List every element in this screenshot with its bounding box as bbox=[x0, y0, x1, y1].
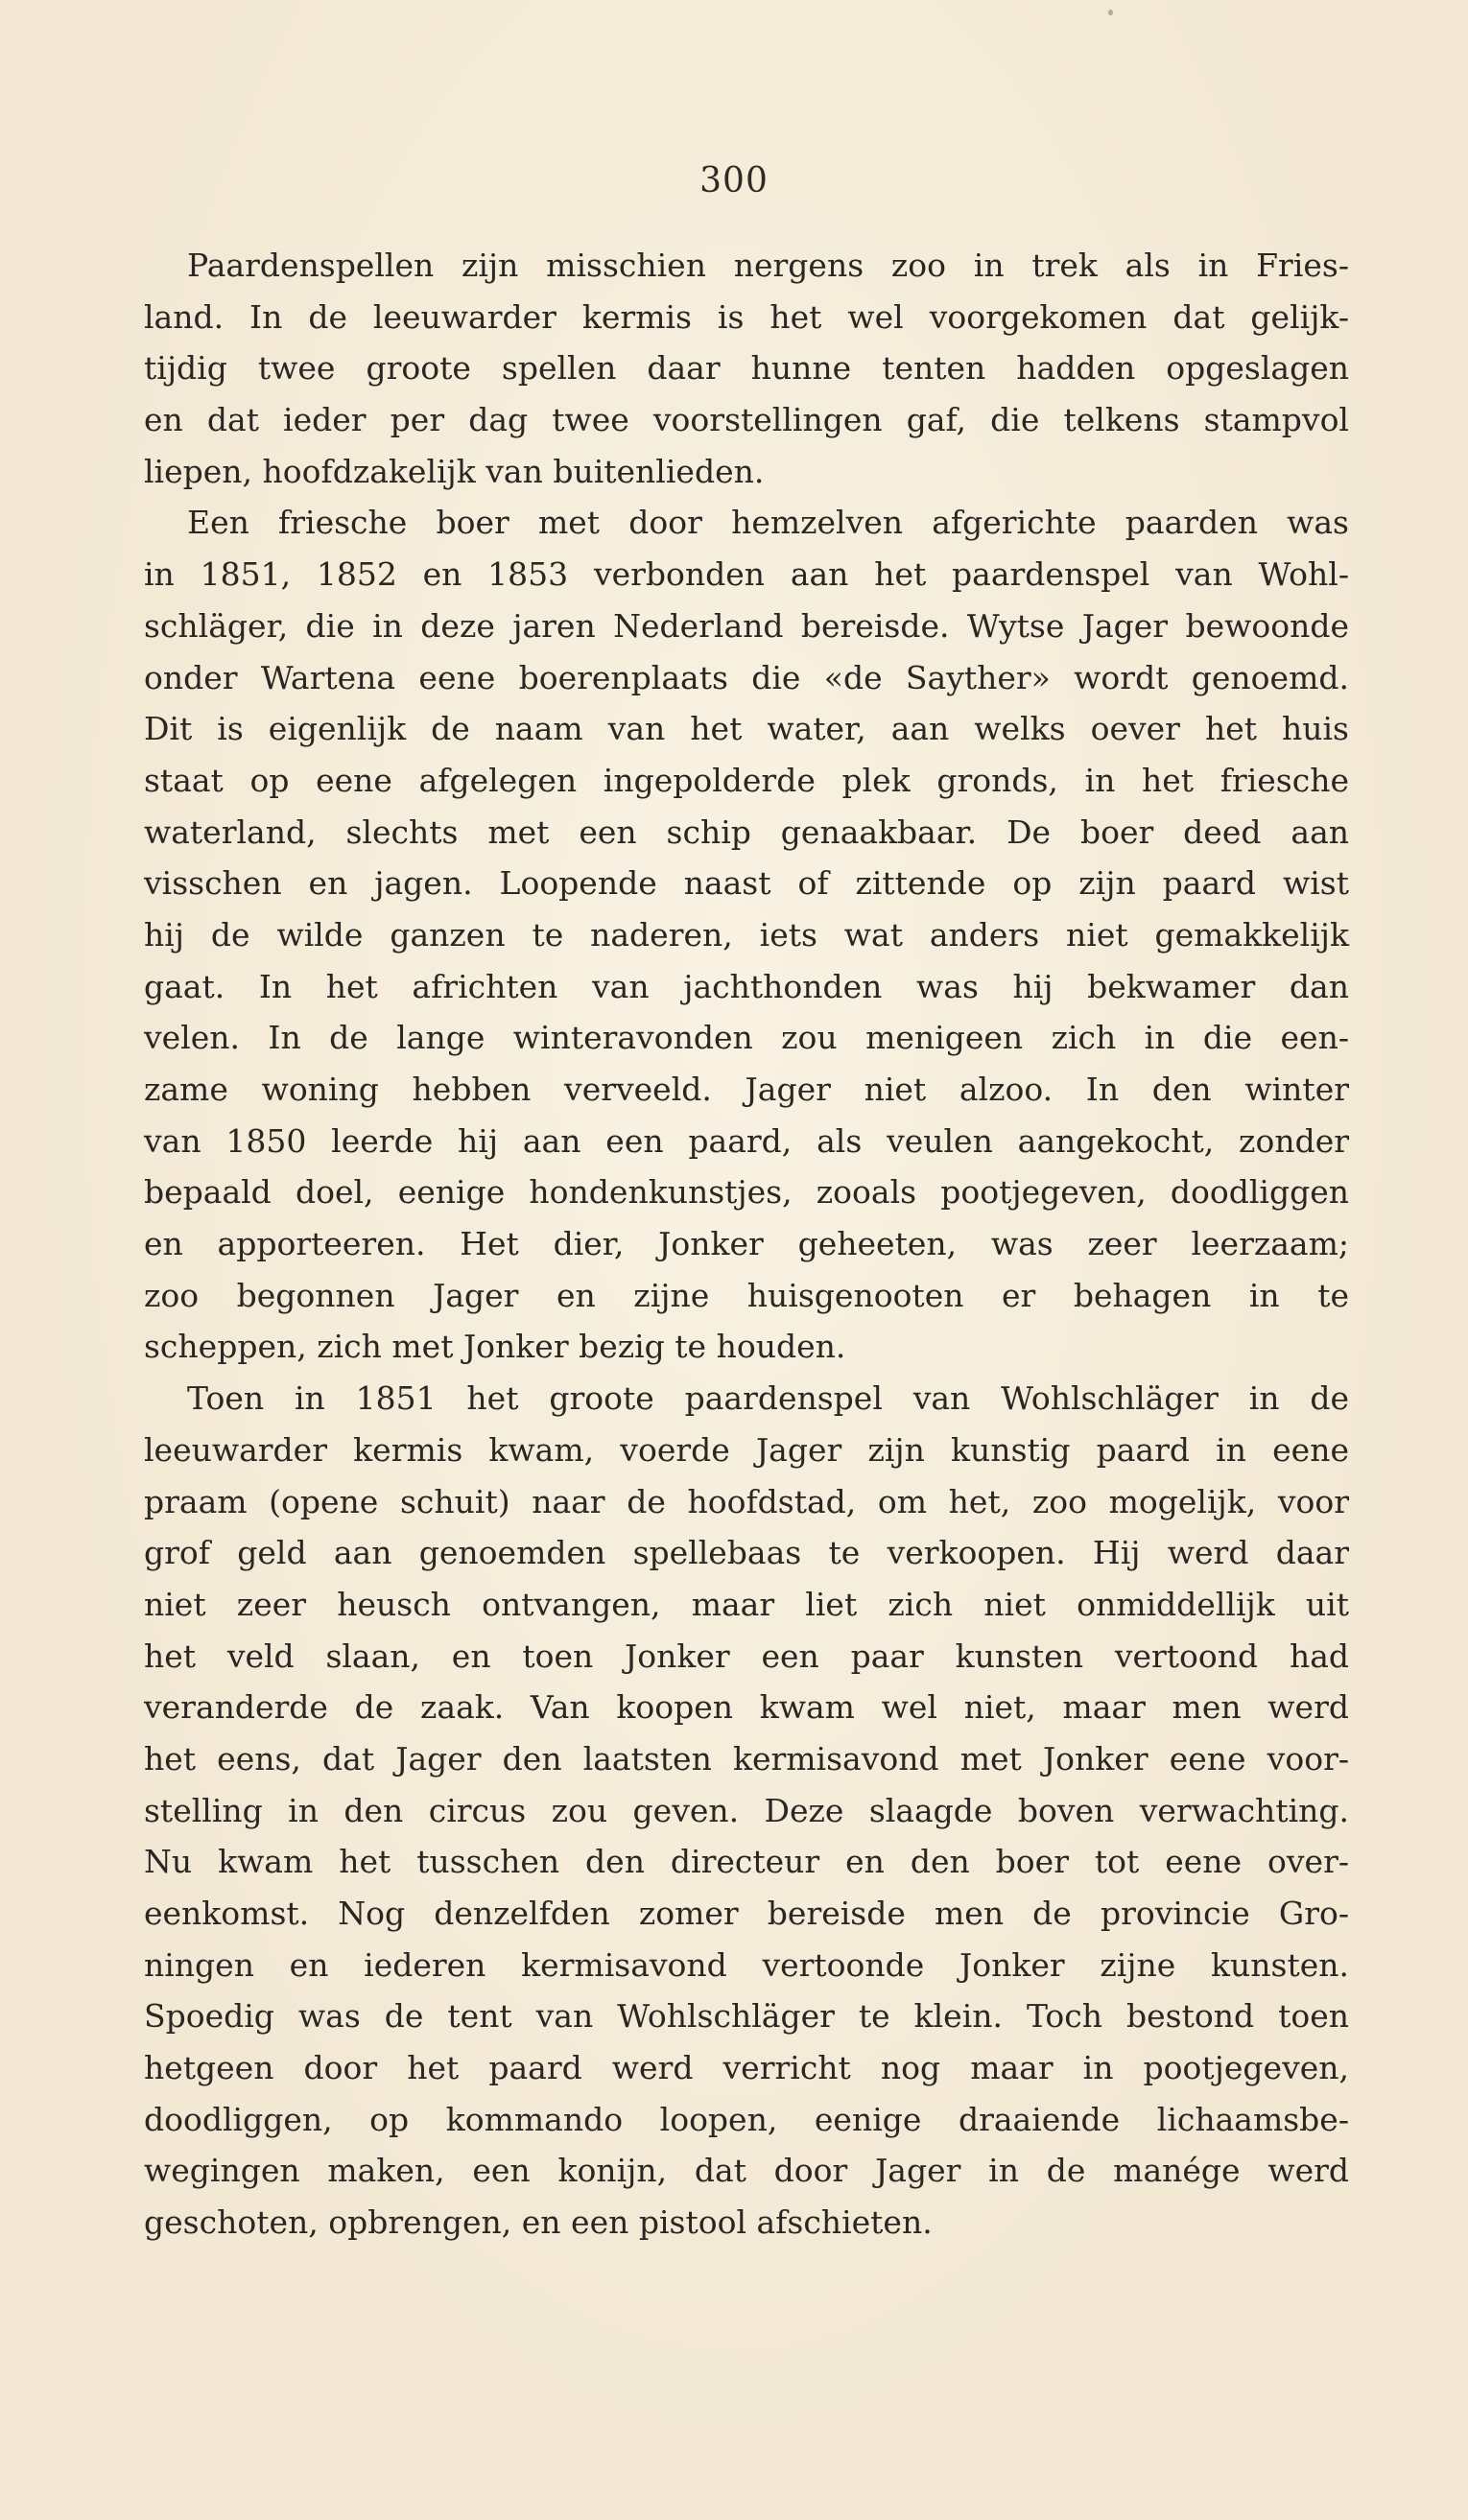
text-line: liepen, hoofdzakelijk van buitenlieden. bbox=[144, 452, 765, 490]
text-line: bepaald doel, eenige hondenkunstjes, zooals pootjegeven, doodliggen bbox=[144, 1173, 1349, 1212]
text-line: doodliggen, op kommando loopen, eenige draaiende lichaamsbe- bbox=[144, 2100, 1349, 2138]
text-line: Nu kwam het tusschen den directeur en den boer tot eene over- bbox=[144, 1843, 1349, 1881]
text-line: Spoedig was de tent van Wohlschläger te klein. Toch bestond toen bbox=[144, 1997, 1349, 2036]
text-line: Een friesche boer met door hemzelven afgerichte paarden was bbox=[187, 504, 1349, 542]
text-line: tijdig twee groote spellen daar hunne tenten hadden opgeslagen bbox=[144, 349, 1349, 388]
text-line: gaat. In het africhten van jachthonden was hij bekwamer dan bbox=[144, 967, 1349, 1005]
text-line: van 1850 leerde hij aan een paard, als veulen aangekocht, zonder bbox=[144, 1121, 1349, 1160]
text-line: waterland, slechts met een schip genaakbaar. De boer deed aan bbox=[144, 813, 1349, 851]
text-line: het eens, dat Jager den laatsten kermisavond met Jonker eene voor- bbox=[144, 1739, 1349, 1778]
text-line: praam (opene schuit) naar de hoofdstad, om het, zoo mogelijk, voor bbox=[144, 1482, 1349, 1520]
text-line: Paardenspellen zijn misschien nergens zoo in trek als in Fries- bbox=[187, 247, 1349, 284]
text-line: eenkomst. Nog denzelfden zomer bereisde men de provincie Gro- bbox=[144, 1895, 1349, 1932]
text-line: veranderde de zaak. Van koopen kwam wel niet, maar men werd bbox=[144, 1688, 1349, 1727]
text-line: land. In de leeuwarder kermis is het wel voorgekomen dat gelijk- bbox=[144, 297, 1349, 336]
text-line: hetgeen door het paard werd verricht nog maar in pootjegeven, bbox=[144, 2049, 1349, 2087]
text-line: Toen in 1851 het groote paardenspel van Wohlschläger in de bbox=[187, 1379, 1349, 1418]
text-line: velen. In de lange winteravonden zou menigeen zich in die een- bbox=[144, 1019, 1349, 1057]
text-line: zame woning hebben verveeld. Jager niet alzoo. In den winter bbox=[144, 1071, 1349, 1108]
text-line: niet zeer heusch ontvangen, maar liet zich niet onmiddellijk uit bbox=[144, 1585, 1349, 1623]
text-line: in 1851, 1852 en 1853 verbonden aan het paardenspel van Wohl- bbox=[144, 555, 1349, 594]
text-line: staat op eene afgelegen ingepolderde plek gronds, in het friesche bbox=[144, 761, 1349, 799]
text-line: zoo begonnen Jager en zijne huisgenooten er behagen in te bbox=[144, 1276, 1349, 1314]
paper-speck bbox=[1108, 10, 1113, 15]
text-line: het veld slaan, en toen Jonker een paar kunsten vertoond had bbox=[144, 1637, 1349, 1675]
page-number: 300 bbox=[699, 161, 769, 200]
body-text bbox=[144, 240, 1349, 2249]
text-line: scheppen, zich met Jonker bezig te houden. bbox=[144, 1328, 846, 1366]
text-line: grof geld aan genoemden spellebaas te verkoopen. Hij werd daar bbox=[144, 1534, 1349, 1572]
text-line: en dat ieder per dag twee voorstellingen gaf, die telkens stampvol bbox=[144, 401, 1349, 439]
text-line: stelling in den circus zou geven. Deze slaagde boven verwachting. bbox=[144, 1791, 1349, 1829]
text-line: visschen en jagen. Loopende naast of zittende op zijn paard wist bbox=[144, 864, 1349, 903]
text-line: geschoten, opbrengen, en een pistool afschieten. bbox=[144, 2203, 933, 2242]
text-line: wegingen maken, een konijn, dat door Jager in de manége werd bbox=[144, 2152, 1349, 2190]
text-line: ningen en iederen kermisavond vertoonde Jonker zijne kunsten. bbox=[144, 1945, 1349, 1984]
text-line: onder Wartena eene boerenplaats die «de Sayther» wordt genoemd. bbox=[144, 658, 1349, 696]
text-line: en apporteeren. Het dier, Jonker geheeten, was zeer leerzaam; bbox=[144, 1225, 1349, 1263]
text-line: Dit is eigenlijk de naam van het water, aan welks oever het huis bbox=[144, 710, 1349, 748]
text-line: leeuwarder kermis kwam, voerde Jager zijn kunstig paard in eene bbox=[144, 1430, 1349, 1469]
text-line: hij de wilde ganzen te naderen, iets wat anders niet gemakkelijk bbox=[144, 915, 1349, 954]
text-line: schläger, die in deze jaren Nederland bereisde. Wytse Jager bewoonde bbox=[144, 606, 1349, 645]
